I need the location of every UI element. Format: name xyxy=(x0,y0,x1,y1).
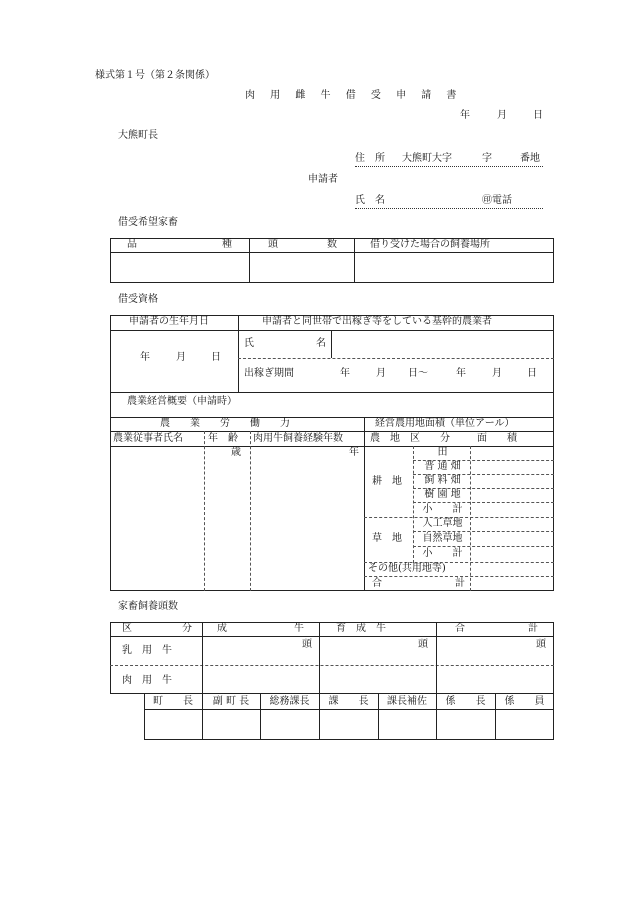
period-day-to: 日 xyxy=(527,368,537,379)
col-age: 年 齢 xyxy=(208,433,238,444)
row-divider-dashed xyxy=(110,665,554,666)
col-tosu-1: 頭 xyxy=(268,239,278,250)
land-total-1: 合 xyxy=(372,578,382,589)
form-number: 様式第１号（第２条関係） xyxy=(95,70,215,81)
land-row-orchard: 樹 園 地 xyxy=(424,489,461,500)
stamp-staff: 係 員 xyxy=(504,696,545,707)
row-divider-dashed xyxy=(364,576,554,577)
row-divider xyxy=(110,431,554,432)
address-banchi: 番地 xyxy=(520,153,540,164)
addressee: 大熊町長 xyxy=(118,130,158,141)
land-row-feed: 飼 料 畑 xyxy=(424,475,461,486)
col-kubun-1: 区 xyxy=(122,623,132,634)
col-divider xyxy=(436,622,437,694)
col-divider xyxy=(238,315,239,393)
period-year-from: 年 xyxy=(340,368,350,379)
row-divider xyxy=(110,446,554,447)
address-underline xyxy=(355,166,543,167)
unit-years: 年 xyxy=(349,447,359,458)
row-divider xyxy=(110,636,554,637)
period-day-from: 日〜 xyxy=(408,368,428,379)
applicant-label: 申請者 xyxy=(308,174,338,185)
col-divider-dashed xyxy=(470,446,471,591)
period-label: 出稼ぎ期間 xyxy=(244,368,294,379)
stamp-subsection-chief: 係 長 xyxy=(445,696,486,707)
row-divider-dashed xyxy=(413,502,554,503)
col-young: 育 成 牛 xyxy=(336,623,386,634)
col-divider-dashed xyxy=(250,431,251,591)
phone-label: 電話 xyxy=(492,195,512,206)
col-divider xyxy=(364,417,365,591)
col-divider xyxy=(249,238,250,283)
land-row-natural: 自然草地 xyxy=(422,533,463,544)
stamp-section-chief: 課 長 xyxy=(328,696,369,707)
col-kubun-2: 分 xyxy=(182,623,192,634)
qualification-heading: 借受資格 xyxy=(118,294,158,305)
row-divider xyxy=(110,330,554,331)
col-place: 借り受けた場合の飼養場所 xyxy=(370,239,490,250)
birth-month: 月 xyxy=(176,352,186,363)
land-row-artificial: 人工草地 xyxy=(422,518,463,529)
col-worker: 農業従事者氏名 xyxy=(113,433,183,444)
farm-overview-heading: 農業経営概要（申請時） xyxy=(127,396,237,407)
date-year: 年 xyxy=(460,110,470,121)
address-label: 住 所 xyxy=(355,153,385,164)
date-day: 日 xyxy=(533,110,543,121)
row-divider xyxy=(110,252,554,253)
row-divider-dashed xyxy=(413,546,554,547)
col-hinshu-1: 品 xyxy=(127,239,137,250)
land-row-other: その他(共用地等) xyxy=(368,563,446,574)
land-row-rice: 田 xyxy=(437,447,448,458)
col-adult-1: 成 xyxy=(217,623,227,634)
unit-age: 歳 xyxy=(231,447,241,458)
period-year-to: 年 xyxy=(456,368,466,379)
unit-total: 頭 xyxy=(536,639,546,650)
document-title: 肉 用 雌 牛 借 受 申 請 書 xyxy=(245,90,463,101)
address-aza: 字 xyxy=(482,153,492,164)
row-beef: 肉 用 牛 xyxy=(122,675,172,686)
col-hinshu-2: 種 xyxy=(222,239,232,250)
group-grass: 草 地 xyxy=(372,533,402,544)
land-row-subtotal-2: 小 計 xyxy=(422,548,463,559)
col-divider-dashed xyxy=(204,431,205,591)
col-divider xyxy=(331,330,332,358)
row-divider-dashed xyxy=(413,531,554,532)
stamp-general-affairs: 総務課長 xyxy=(269,696,310,707)
farmer-name-label-1: 氏 xyxy=(244,338,254,349)
row-divider-dashed xyxy=(238,358,554,359)
col-tosu-2: 数 xyxy=(327,239,337,250)
land-row-subtotal-1: 小 計 xyxy=(422,504,463,515)
labor-header: 農 業 労 働 力 xyxy=(160,418,290,429)
col-total-2: 計 xyxy=(528,623,538,634)
col-total-1: 合 xyxy=(455,623,465,634)
unit-young: 頭 xyxy=(418,639,428,650)
col-adult-2: 牛 xyxy=(294,623,304,634)
birth-day: 日 xyxy=(211,352,221,363)
farmer-name-label-2: 名 xyxy=(316,338,326,349)
col-divider xyxy=(319,622,320,694)
birth-header: 申請者の生年月日 xyxy=(129,316,209,327)
group-cultivated: 耕 地 xyxy=(372,476,402,487)
land-header: 経営農用地面積（単位アール） xyxy=(375,418,515,429)
farmer-header: 申請者と同世帯で出稼ぎ等をしている基幹的農業者 xyxy=(262,316,492,327)
stamp-deputy-mayor: 副 町 長 xyxy=(212,696,250,707)
livestock-count-table xyxy=(110,622,554,694)
birth-year: 年 xyxy=(140,352,150,363)
land-total-2: 計 xyxy=(455,578,465,589)
stamp-mayor: 町 長 xyxy=(153,696,193,707)
col-divider xyxy=(354,238,355,283)
row-dairy: 乳 用 牛 xyxy=(122,645,172,656)
name-underline xyxy=(355,208,543,209)
land-row-field: 普 通 畑 xyxy=(424,461,461,472)
col-years: 肉用牛飼養経験年数 xyxy=(253,433,343,444)
col-area: 面 積 xyxy=(477,433,517,444)
livestock-wanted-heading: 借受希望家畜 xyxy=(118,217,178,228)
col-divider xyxy=(202,622,203,694)
col-category: 農 地 区 分 xyxy=(370,433,450,444)
date-month: 月 xyxy=(497,110,507,121)
address-value: 大熊町大字 xyxy=(402,153,452,164)
seal-mark: ㊞ xyxy=(482,195,492,206)
livestock-count-heading: 家畜飼養頭数 xyxy=(118,601,178,612)
unit-adult: 頭 xyxy=(302,639,312,650)
stamp-assistant-chief: 課長補佐 xyxy=(387,696,427,707)
name-label: 氏 名 xyxy=(355,195,385,206)
period-month-from: 月 xyxy=(376,368,386,379)
period-month-to: 月 xyxy=(492,368,502,379)
row-divider xyxy=(144,709,554,710)
